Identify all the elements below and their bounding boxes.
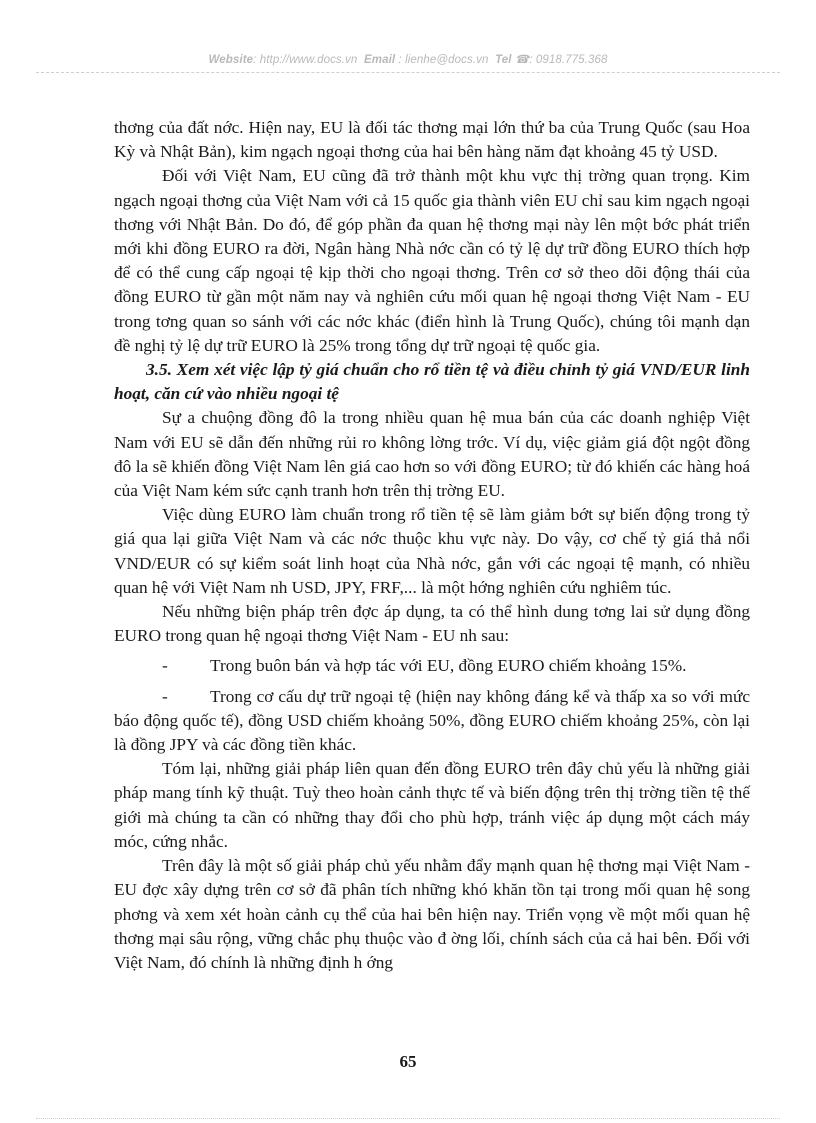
paragraph-3: Sự a chuộng đồng đô la trong nhiều quan hệ mua bán của các doanh nghiệp Việt Nam với EU sẽ dẫn đến những rủi ro không lờng trớc. Ví dụ, việc giảm giá đột ngột đồng đô la sẽ khiến đồng Việt Nam lên giá cao hơn so với đồng EURO; từ đó khiến các hàng hoá của Việt Nam kém sức cạnh tranh hơn trên thị trờng EU. xyxy=(114,408,750,501)
page-number: 65 xyxy=(399,1052,417,1071)
bullet-item-1 xyxy=(114,654,750,678)
paragraph-5: Nếu những biện pháp trên đợc áp dụng, ta có thể hình dung tơng lai sử dụng đồng EURO trong quan hệ ngoại thơng Việt Nam - EU nh sau: xyxy=(114,602,750,646)
paragraph-7: Trên đây là một số giải pháp chủ yếu nhằm đẩy mạnh quan hệ thơng mại Việt Nam - EU đợc xây dựng trên cơ sở đã phân tích những khó khăn tồn tại trong mối quan hệ song phơng và xem xét hoàn cảnh cụ thể của hai bên hiện nay. Triển vọng về một mối quan hệ thơng mại sâu rộng, vững chắc phụ thuộc vào đ ờng lối, chính sách của cả hai bên. Đối với Việt Nam, đó chính là những định h ớng xyxy=(114,856,750,972)
paragraph-2: Đối với Việt Nam, EU cũng đã trở thành một khu vực thị trờng quan trọng. Kim ngạch ngoại thơng của Việt Nam với cả 15 quốc gia thành viên EU chỉ sau kim ngạch ngoại thơng với Nhật Bản. Do đó, để góp phần đa quan hệ thơng mại này lên một bớc phát triển mới khi đồng EURO ra đời, Ngân hàng Nhà nớc cần có tỷ lệ dự trữ đồng EURO thích hợp để có thể cung cấp ngoại tệ kịp thời cho ngoại thơng. Trên cơ sở theo dõi động thái của đồng EURO từ gần một năm nay và nghiên cứu mối quan hệ ngoại thơng Việt Nam - EU trong tơng quan so sánh với các nớc khác (điển hình là Trung Quốc), chúng tôi mạnh dạn đề nghị tỷ lệ dự trữ EURO là 25% trong tổng dự trữ ngoại tệ quốc gia. xyxy=(114,166,750,355)
bullet-text: Trong buôn bán và hợp tác với EU, đồng EURO chiếm khoảng 15%. xyxy=(210,656,687,676)
phone-icon: ☎ xyxy=(514,54,530,66)
paragraph-6: Tóm lại, những giải pháp liên quan đến đồng EURO trên đây chủ yếu là những giải pháp mang tính kỹ thuật. Tuỳ theo hoàn cảnh thực tế và biến động trên thị trờng tiền tệ thế giới mà chúng ta cần có những thay đổi cho phù hợp, tránh việc áp dụng một cách máy móc, cứng nhắc. xyxy=(114,759,750,851)
website-label: Website xyxy=(208,54,254,66)
document-body xyxy=(114,116,750,975)
bullet-text: Trong cơ cấu dự trữ ngoại tệ (hiện nay không đáng kể và thấp xa so với mức báo động quốc tế), đồng USD chiếm khoảng 50%, đồng EURO chiếm khoảng 25%, còn lại là đồng JPY và các đồng tiền khác. xyxy=(114,686,750,755)
email-value: : lienhe@docs.vn xyxy=(398,54,489,66)
website-value: : http://www.docs.vn xyxy=(253,54,358,66)
bullet-item-2 xyxy=(114,685,750,758)
tel-value: : 0918.775.368 xyxy=(529,54,608,66)
bullet-dash: - xyxy=(162,656,168,676)
tel-label: Tel xyxy=(495,54,512,66)
footer-divider xyxy=(36,1118,780,1119)
section-heading: 3.5. Xem xét việc lập tỷ giá chuẩn cho rổ tiền tệ và điều chỉnh tỷ giá VND/EUR linh hoạt, căn cứ vào nhiều ngoại tệ xyxy=(114,360,750,404)
email-label: Email xyxy=(364,54,396,66)
paragraph-4: Việc dùng EURO làm chuẩn trong rổ tiền tệ sẽ làm giảm bớt sự biến động trong tỷ giá qua lại giữa Việt Nam và các nớc thuộc khu vực này. Do vậy, cơ chế tỷ giá thả nổi VND/EUR có sự kiểm soát linh hoạt của Nhà nớc, gắn với các ngoại tệ mạnh, có nhiều quan hệ với Việt Nam nh USD, JPY, FRF,... là một hớng nghiên cứu nghiêm túc. xyxy=(114,505,750,597)
header-divider xyxy=(36,72,780,73)
paragraph-1: thơng của đất nớc. Hiện nay, EU là đối tác thơng mại lớn thứ ba của Trung Quốc (sau Hoa Kỳ và Nhật Bản), kim ngạch ngoại thơng của hai bên hàng năm đạt khoảng 45 tỷ USD. xyxy=(114,118,750,162)
bullet-dash: - xyxy=(162,686,168,706)
page-header xyxy=(0,52,816,66)
